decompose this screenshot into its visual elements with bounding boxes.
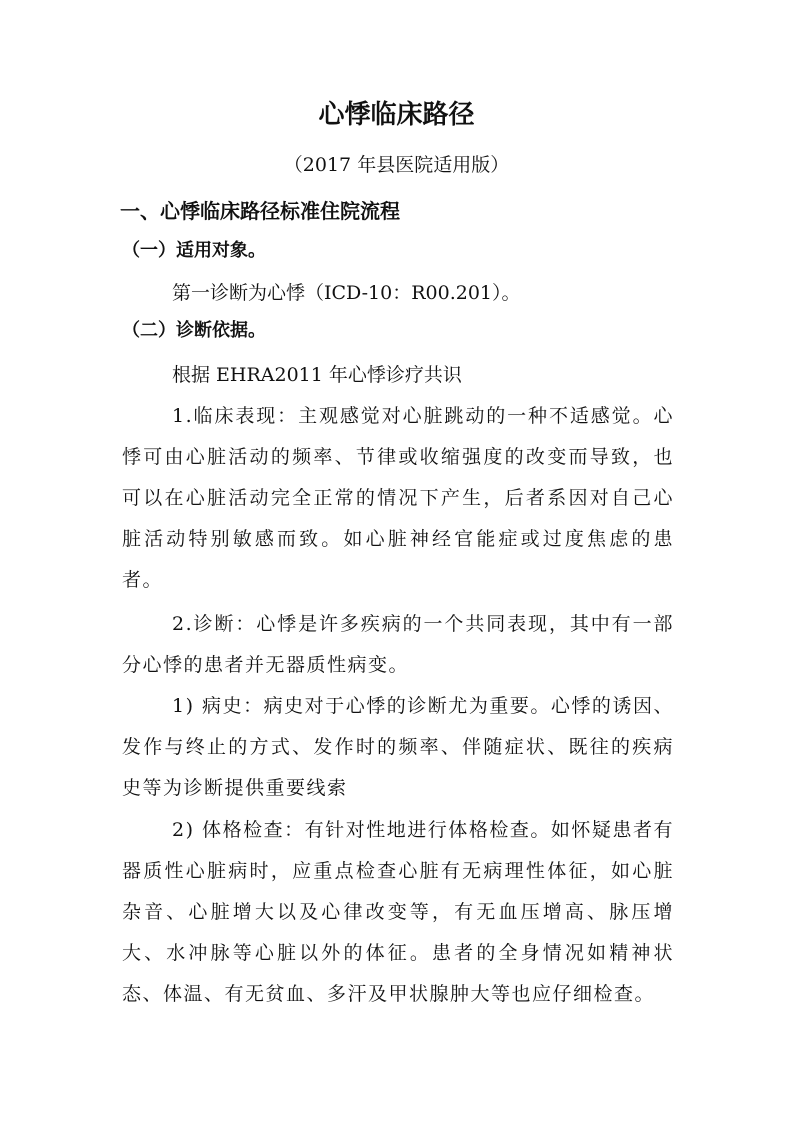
paragraph-clinical-manifestation: 1.临床表现：主观感觉对心脏跳动的一种不适感觉。心悸可由心脏活动的频率、节律或收缩强度的改变而导致，也可以在心脏活动完全正常的情况下产生，后者系因对自己心脏活动特别敏感而致。如心脏神经官能症或过度焦虑的患者。 [122,405,674,591]
section-heading-1: 一、心悸临床路径标准住院流程 [120,199,400,223]
subsection-heading-applicable-objects: （一）适用对象。 [122,240,266,261]
page-title: 心悸临床路径 [318,100,475,130]
page-subtitle: （2017 年县医院适用版） [283,154,510,176]
diagnosis-basis-text: 根据 EHRA2011 年心悸诊疗共识 [172,364,462,386]
paragraph-diagnosis: 2.诊断：心悸是许多疾病的一个共同表现，其中有一部分心悸的患者并无器质性病变。 [122,613,674,676]
paragraph-medical-history: 1) 病史：病史对于心悸的诊断尤为重要。心悸的诱因、发作与终止的方式、发作时的频率、伴随症状、既往的疾病史等为诊断提供重要线索 [122,695,674,799]
subsection-heading-diagnosis-basis: （二）诊断依据。 [122,320,266,341]
applicable-objects-text: 第一诊断为心悸（ICD-10：R00.201）。 [172,282,521,304]
paragraph-physical-exam: 2) 体格检查：有针对性地进行体格检查。如怀疑患者有器质性心脏病时，应重点检查心脏有无病理性体征，如心脏杂音、心脏增大以及心律改变等，有无血压增高、脉压增大、水冲脉等心脏以外的体征。患者的全身情况如精神状态、体温、有无贫血、多汗及甲状腺肿大等也应仔细检查。 [122,819,674,1005]
